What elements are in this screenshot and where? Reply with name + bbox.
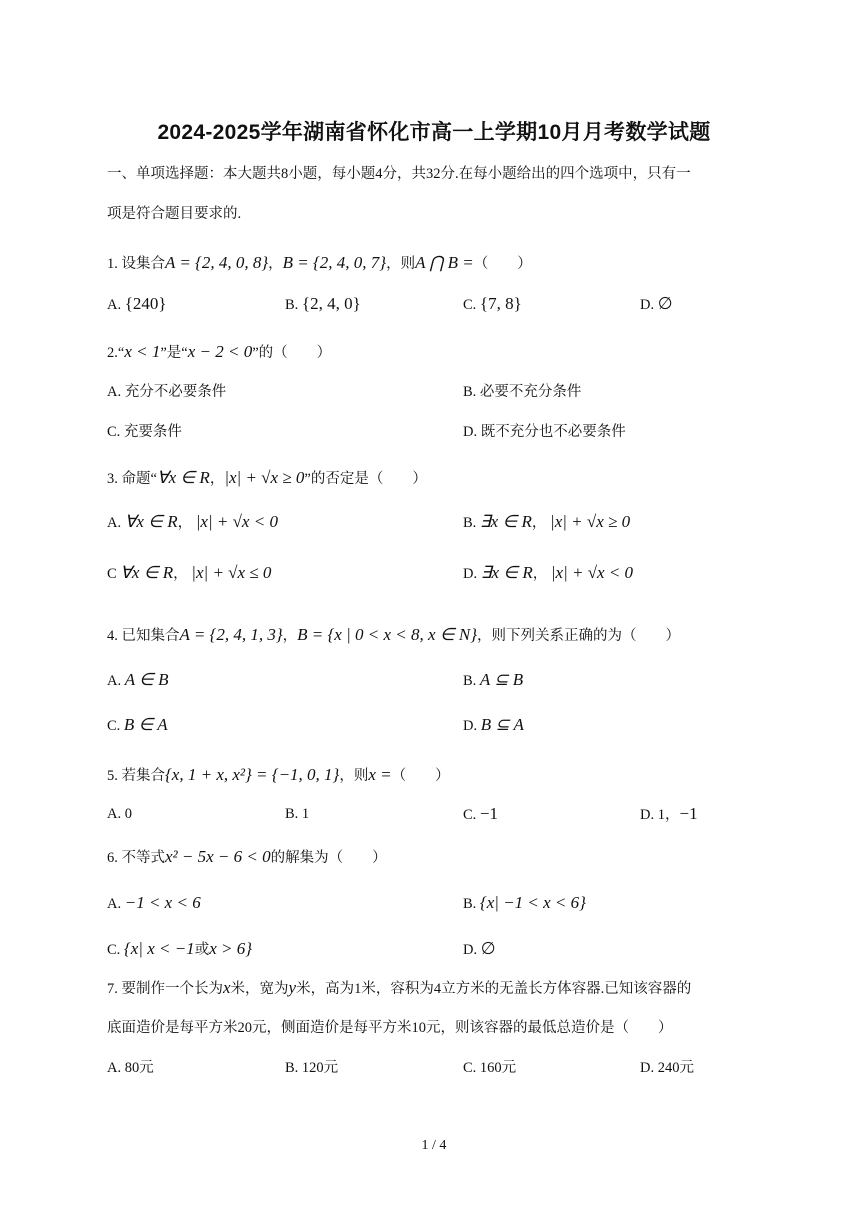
math-expr: A = {2, 4, 1, 3} <box>179 625 283 644</box>
math-expr: A = {2, 4, 0, 8} <box>165 253 269 272</box>
option-b: B. 1 <box>285 806 310 822</box>
question-3: 3. 命题“∀x ∈ R，|x| + √x ≥ 0”的否定是（ ） <box>107 468 427 487</box>
option-d: D. 既不充分也不必要条件 <box>463 424 626 440</box>
math-expr: B = {2, 4, 0, 7} <box>282 253 387 272</box>
math-expr: ∀x ∈ R <box>156 468 210 487</box>
math-expr: x − 2 < 0 <box>187 342 253 361</box>
question-5: 5. 若集合{x, 1 + x, x²} = {−1, 0, 1}，则x =（ ） <box>107 765 450 784</box>
question-7: 7. 要制作一个长为x米，宽为y米，高为1米，容积为4立方米的无盖长方体容器.已知该容器的 <box>107 978 692 997</box>
option-b: B. 120元 <box>285 1060 339 1076</box>
option-a: A. −1 < x < 6 <box>107 893 201 912</box>
option-a: A. 0 <box>107 806 132 822</box>
question-7-line2: 底面造价是每平方米20元，侧面造价是每平方米10元，则该容器的最低总造价是（ ） <box>107 1020 673 1036</box>
option-a: A. ∀x ∈ R， |x| + √x < 0 <box>107 512 278 531</box>
question-1: 1. 设集合A = {2, 4, 0, 8}，B = {2, 4, 0, 7}，则A ⋂ B =（ ） <box>107 253 532 272</box>
option-d: D. 1，−1 <box>640 804 698 823</box>
question-number: 4. <box>107 628 118 644</box>
option-c: C. B ∈ A <box>107 715 168 734</box>
option-c: C. 160元 <box>463 1060 517 1076</box>
page-number: 1 / 4 <box>421 1138 447 1153</box>
option-b: B. 必要不充分条件 <box>463 384 582 400</box>
question-number: 2. <box>107 345 118 361</box>
option-d: D. B ⊆ A <box>463 715 524 734</box>
question-number: 5. <box>107 768 118 784</box>
section-instructions-line1: 一、单项选择题：本大题共8小题，每小题4分，共32分.在每小题给出的四个选项中，只有一 <box>107 166 691 182</box>
math-expr: x < 1 <box>124 342 161 361</box>
option-b: B. {x| −1 < x < 6} <box>463 893 586 912</box>
math-expr: B = {x | 0 < x < 8, x ∈ N} <box>297 625 478 644</box>
option-c: C. 充要条件 <box>107 424 182 440</box>
option-b: B. ∃x ∈ R， |x| + √x ≥ 0 <box>463 512 631 531</box>
math-expr: |x| + √x ≥ 0 <box>224 468 305 487</box>
section-instructions-line2: 项是符合题目要求的. <box>107 206 242 222</box>
question-number: 6. <box>107 850 118 866</box>
option-b: B. {2, 4, 0} <box>285 294 361 313</box>
question-6: 6. 不等式x² − 5x − 6 < 0的解集为（ ） <box>107 847 387 866</box>
math-expr: x = <box>368 765 392 784</box>
option-a: A. 充分不必要条件 <box>107 384 227 400</box>
option-d: D. ∅ <box>640 294 673 313</box>
question-number: 7. <box>107 981 118 997</box>
option-a: A. {240} <box>107 294 167 313</box>
math-expr: {x, 1 + x, x²} = {−1, 0, 1} <box>165 765 340 784</box>
question-2: 2.“x < 1”是“x − 2 < 0”的（ ） <box>107 342 332 361</box>
option-c: C. {x| x < −1或x > 6} <box>107 939 253 958</box>
option-d: D. ∃x ∈ R， |x| + √x < 0 <box>463 563 634 582</box>
question-4: 4. 已知集合A = {2, 4, 1, 3}，B = {x | 0 < x < 8, x ∈ N}，则下列关系正确的为（ ） <box>107 625 681 644</box>
question-number: 3. <box>107 471 118 487</box>
question-number: 1. <box>107 256 118 272</box>
option-b: B. A ⊆ B <box>463 670 524 689</box>
option-d: D. 240元 <box>640 1060 694 1076</box>
option-c: C. −1 <box>463 804 499 823</box>
math-expr: x² − 5x − 6 < 0 <box>165 847 271 866</box>
page-title: 2024-2025学年湖南省怀化市高一上学期10月月考数学试题 <box>157 121 711 144</box>
option-a: A. A ∈ B <box>107 670 169 689</box>
option-a: A. 80元 <box>107 1060 154 1076</box>
option-c: C ∀x ∈ R， |x| + √x ≤ 0 <box>107 563 272 582</box>
option-d: D. ∅ <box>463 939 496 958</box>
option-c: C. {7, 8} <box>463 294 522 313</box>
math-expr: A ⋂ B = <box>415 253 474 272</box>
